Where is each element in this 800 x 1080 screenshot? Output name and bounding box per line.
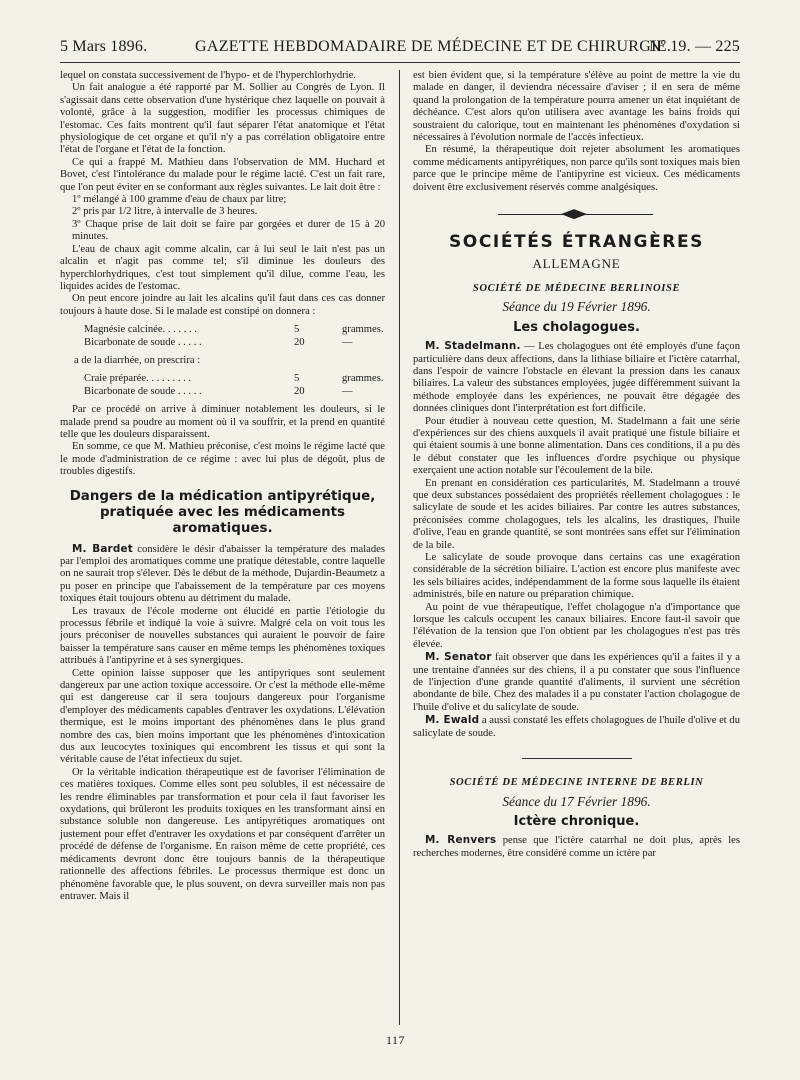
prescription-unit: grammes. — [342, 324, 384, 336]
paragraph: Pour étudier à nouveau cette question, M. Stadelmann a fait une série d'expériences sur des chiens auxquels il avait pratiqué une fistule biliaire et qui étaient soumis à une bonne alimentation. Dans ces conditions, il a pu dès le début constater que les influences d'ordre psychique ou physique exerçaient une action notable sur l'écoulement de la bile. — [413, 415, 740, 477]
paragraph-text: pense que l'ictère catarrhal ne doit plus, après les recherches modernes, être considéré comme un ictère par — [413, 835, 740, 859]
prescription-qty: 20 — [294, 385, 305, 397]
paragraph: est bien évident que, si la température s'élève au point de mettre la vie du malade en danger, il deviendra nécessaire d'aviser ; il en sera de même quand la prolongation de la température pourra amener un état inquiétant de déchéance. C'est alors qu'on utilisera avec avantage les bains froids qui soustraient du calorique, tout en maintenant les phénomènes d'oxydation si nécessaires à l'évolution normale de l'accès infectieux. — [413, 70, 740, 144]
prescription-row — [84, 373, 385, 385]
paragraph: On peut encore joindre au lait les alcalins qu'il faut dans ces cas donner toujours à haute dose. Si le malade est constipé on donnera : — [60, 293, 385, 317]
paragraph-text: — Les cholagogues ont été employés d'une façon particulière dans deux affections, dans la lithiase biliaire et l'ictère catarrhal, dans l'espoir de vaincre l'obstacle en élevant la pression dans les canaux biliaires. La valeur des substances employées, jugée différemment suivant la méthode employée dans les expériences, ne pouvait être dégagée des données cliniques dont l'interprétation est fort difficile. — [413, 341, 741, 415]
topic-title: Les cholagogues. — [513, 319, 640, 335]
paragraph: Les travaux de l'école moderne ont élucidé en partie l'étiologie du processus fébrile et indiqué la voie à suivre. Malgré cela on voit tous les jours préconiser de nouvelles substances qui auraient le pouvoir de faire baisser la température sans causer en même temps les phénomènes toxiques attribués à l'antipyrine et à ses synergiques. — [60, 605, 385, 667]
speaker-name: M. Bardet — [72, 542, 133, 555]
paragraph: Or la véritable indication thérapeutique est de favoriser l'élimination de ces matières toxiques. Comme elles sont peu solubles, il est nécessaire de les rendre éliminables par transformation et pour cela il faut favoriser les oxydations, qui brûleront les produits toxiques en les transformant ainsi en substance soluble non dangereuse. Les antipyrétiques aromatiques ont justement pour effet d'entraver les oxydations et par conséquent d'arrêter un procédé de défense de l'organisme. En raison même de cette propriété, ces médicaments devront donc être toujours bannis de la thérapeutique rationnelle des affections fébriles. Le processus thermique est donc un phénomène favorable que, le plus souvent, on devra surveiller mais non pas entraver. Mais il — [60, 766, 385, 902]
prescription-item: Craie préparée. . . . . . . . . — [84, 373, 192, 385]
speaker-name: M. Renvers — [425, 834, 497, 847]
speaker-name: M. Stadelmann. — [425, 340, 521, 353]
society-name: SOCIÉTÉ DE MÉDECINE INTERNE DE BERLIN — [449, 777, 704, 789]
paragraph: Ce qui a frappé M. Mathieu dans l'observation de MM. Huchard et Bovet, c'est l'intolérance du malade pour le régime lacté. C'est un fait rare, que l'on peut éviter en se conformant aux règles suivantes. Le lait doit être : — [60, 156, 385, 193]
prescription-item: Magnésie calcinée. . . . . . . — [84, 324, 197, 336]
header-journal-title: GAZETTE HEBDOMADAIRE DE MÉDECINE ET DE CHIRURGIE. — [195, 38, 672, 55]
session-date: Séance du 17 Février 1896. — [502, 793, 651, 809]
section-ornament — [413, 208, 740, 222]
paragraph: L'eau de chaux agit comme alcalin, car à lui seul le lait n'est pas un alcalin et n'agit pas comme tel; s'il diminue les douleurs des hyperchlorhydriques, c'est tout simplement qu'il dilue, comme l'eau, les liquides acides de l'estomac. — [60, 243, 385, 292]
prescription-row — [84, 386, 385, 398]
paragraph: En résumé, la thérapeutique doit rejeter absolument les aromatiques comme médicaments antipyrétiques, non parce qu'ils sont toxiques mais bien parce que le principe même de l'antipyrine est vicieux. Ces médicaments doivent être exclusivement réservés comme analgésiques. — [413, 144, 740, 193]
prescription-unit: grammes. — [342, 373, 384, 385]
prescription-row — [84, 337, 385, 349]
paragraph: Au point de vue thérapeutique, l'effet cholagogue n'a d'importance que lorsque les calculs occupent les canaux biliaires. Encore faut-il savoir que l'élévation de la tension que l'on obtient par les cholagogues n'est pas très élevée. — [413, 601, 740, 650]
header-rule — [60, 62, 740, 63]
prescription-qty: 5 — [294, 373, 300, 385]
header-issue-page: Nº 19. — 225 — [649, 38, 740, 55]
prescription-item: Bicarbonate de soude . . . . . — [84, 336, 202, 348]
page-folio: 117 — [386, 1033, 406, 1047]
prescription-qty: 5 — [294, 324, 300, 336]
country-heading: ALLEMAGNE — [532, 256, 621, 272]
paragraph: En somme, ce que M. Mathieu préconise, c'est moins le régime lacté que le mode d'administration de ce régime : avec lui plus de dégoût, plus de troubles digestifs. — [60, 441, 385, 478]
running-header — [60, 38, 740, 60]
paragraph: Cette opinion laisse supposer que les antipyriques sont seulement dangereux par une action toxique accessoire. Or c'est la méthode elle-même qui est dangereuse car il sera toujours dangereux pour l'organisme d'employer des médicaments capables d'entraver les oxydations. L'élévation thermique, est le moins important des phénomènes dans le plus grand nombre des cas, bien moins important que les phénomènes d'intoxication dus aux leucocytes toxiniques qui encombrent les tissus et qui sont la véritable cause de l'état infectieux du sujet. — [60, 667, 385, 766]
paragraph: Par ce procédé on arrive à diminuer notablement les douleurs, si le malade prend sa poudre au moment où il va souffrir, et la prend en quantité telle que les douleurs disparaissent. — [60, 404, 385, 440]
prescription-unit: — — [342, 336, 353, 348]
prescription-qty: 20 — [294, 336, 305, 348]
paragraph: Le salicylate de soude provoque dans certains cas une exagération considérable de la sécrétion biliaire. L'action est encore plus manifeste avec les sels biliaires acides, indépendamment de la forme sous laquelle ils étaient administrés, bile en nature ou préparation chimique. — [413, 552, 740, 601]
separator-rule — [522, 758, 632, 759]
list-item: 2º pris par 1/2 litre, à intervalle de 3 heures. — [72, 206, 258, 218]
paragraph-text: fait observer que dans les expériences qu'il a faites il y a une trentaine d'années sur des chiens, il a pu constater que sous l'influence de l'injection d'une grande quantité d'aliments, il survient une sécrétion abondante de bile. Chez des malades il a pu constater l'action cholagogue de l'huile d'olive et du salicylate de soude. — [413, 652, 740, 713]
paragraph-text: a aussi constaté les effets cholagogues de l'huile d'olive et du salicylate de soude. — [413, 715, 740, 739]
right-column — [413, 70, 740, 860]
speaker-name: M. Senator — [425, 651, 492, 664]
prescription-unit: — — [342, 385, 353, 397]
paragraph: Un fait analogue a été rapporté par M. Sollier au Congrès de Lyon. Il s'agissait dans cette observation d'une hystérique chez laquelle on pouvait à volonté, grâce à la suggestion, modifier les processus chimiques de l'estomac. Ces faits montrent qu'il faut séparer l'état anatomique et l'état physiologique de cet organe et qu'il n'y a pas corrélation obligatoire entre l'état de l'organe et l'état de la fonction. — [60, 82, 385, 156]
header-date: 5 Mars 1896. — [60, 38, 148, 55]
ornament-diamond — [561, 209, 587, 219]
section-title: SOCIÉTÉS ÉTRANGÈRES — [448, 232, 705, 253]
paragraph: a de la diarrhée, on prescrira : — [74, 354, 201, 366]
prescription-constipation — [84, 324, 385, 349]
article-title: Dangers de la médication antipyrétique, pratiquée avec les médicaments aromatiques. — [69, 488, 376, 536]
list-item: 1º mélangé à 100 gramme d'eau de chaux par litre; — [72, 194, 287, 206]
prescription-diarrhea — [84, 373, 385, 398]
column-rule — [399, 70, 400, 1025]
paragraph-text: considère le désir d'abaisser la température des malades par l'emploi des aromatiques comme une pratique détestable, contre laquelle on ne saurait trop s'élever. Dès le début de la méthode, Dujardin-Beaumetz a pu poser en principe que l'abaissement de la température par ces moyens toxiques était toujours obtenu au détriment du malade. — [60, 543, 385, 605]
paragraph: En prenant en considération ces particularités, M. Stadelmann a trouvé que deux substances possédaient des propriétés réellement cholagogues : le salicylate de soude et les acides biliaires. Par contre les autres substances, préconisées comme cholagogues, tels les alcalins, les drastiques, l'huile d'olive, l'eau en grande quantité, se sont montrées sans effet sur l'élimination de la bile. — [413, 477, 740, 551]
speaker-name: M. Ewald — [425, 714, 480, 727]
topic-title: Ictère chronique. — [513, 813, 640, 829]
list-item: 3º Chaque prise de lait doit se faire par gorgées et durer de 15 à 20 minutes. — [72, 218, 385, 243]
prescription-item: Bicarbonate de soude . . . . . — [84, 385, 202, 397]
session-date: Séance du 19 Février 1896. — [502, 299, 651, 315]
left-column — [60, 70, 385, 903]
paragraph: lequel on constata successivement de l'hypo- et de l'hyperchlorhydrie. — [60, 70, 356, 81]
society-name: SOCIÉTÉ DE MÉDECINE BERLINOISE — [472, 282, 681, 294]
prescription-row — [84, 324, 385, 336]
